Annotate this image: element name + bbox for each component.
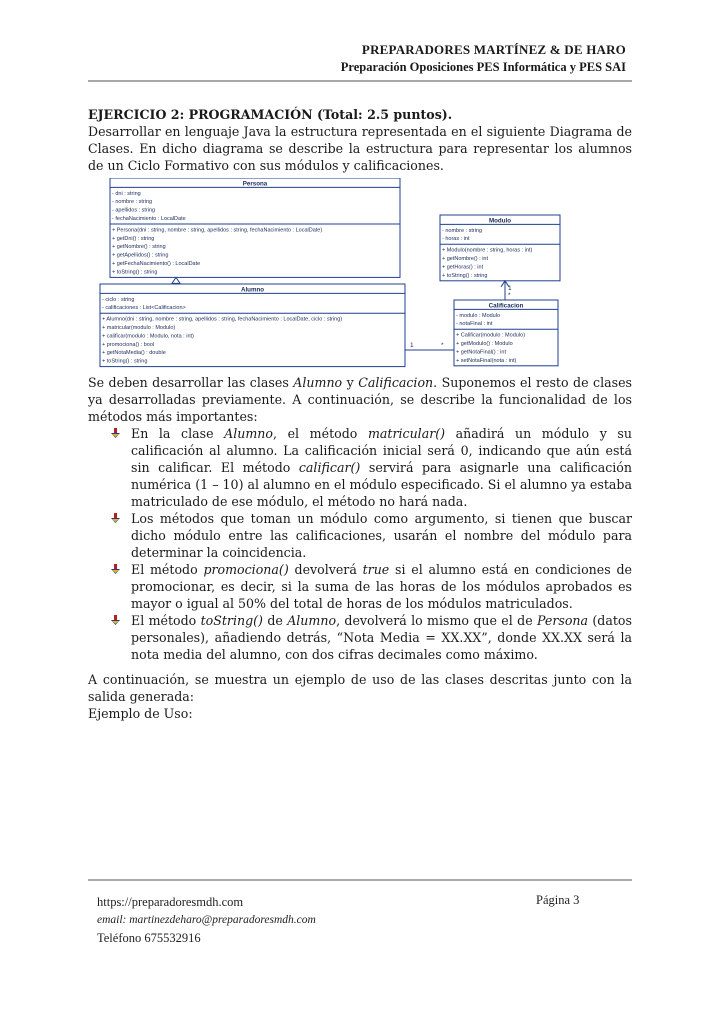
list-item: [88, 425, 632, 510]
arrow-bullet-icon: [110, 428, 121, 439]
modulo-class-attribute: - horas : int: [442, 236, 470, 243]
bullet-part: Los métodos que toman un módulo como argumento, si tienen que buscar dicho módulo entre las calificaciones, usarán el nombre del módulo para determinar la coincidencia.: [131, 511, 632, 560]
bullet-part: añadirá un módulo y su calificación al alumno. La calificación inicial será 0, indicando que aún está sin calificar. El método: [131, 426, 632, 475]
persona-class-method: + getFechaNacimiento() : LocalDate: [112, 261, 201, 267]
bullet-part: El método: [131, 562, 204, 577]
bullet-part: de: [262, 613, 288, 628]
after-diagram-part: Se deben desarrollar las clases: [88, 375, 294, 390]
alumno-class-method: + promociona() : bool: [102, 341, 155, 348]
modulo-class-method: + getHoras() : int: [442, 264, 484, 271]
footer-rule: [88, 879, 632, 881]
arrow-bullet-icon: [110, 615, 121, 626]
persona-class-method: + getNombre() : string: [112, 244, 166, 251]
bullet-part: matricular(): [367, 426, 446, 441]
footer-url[interactable]: https://preparadoresmdh.com: [97, 895, 244, 909]
bullet-part: calificar(): [298, 460, 361, 475]
persona-class-name: Persona: [242, 180, 268, 188]
alumno-class-method: + getNotaMedia() : double: [102, 350, 166, 357]
calificacion-class-method: + getModulo() : Modulo: [456, 341, 513, 347]
list-item: [88, 510, 632, 561]
method-description-list: [88, 425, 632, 663]
persona-class-attribute: - fechaNacimiento : LocalDate: [112, 216, 186, 222]
modulo-class-name: Modulo: [489, 217, 511, 225]
alumno-class-method: + calificar(modulo : Modulo, nota : int): [102, 333, 194, 340]
arrow-bullet-icon: [110, 564, 121, 575]
closing-paragraph: A continuación, se muestra un ejemplo de uso de las clases descritas junto con la salida generada:: [88, 672, 632, 704]
persona-class-attribute: - apellidos : string: [112, 207, 156, 214]
alumno-class-method: + toString() : string: [102, 358, 148, 365]
alumno-class-method: + matricular(modulo : Modulo): [102, 325, 176, 331]
bullet-part: Alumno: [224, 426, 273, 441]
arrow-bullet-icon: [110, 513, 121, 524]
multiplicity-label: *: [441, 342, 444, 349]
modulo-class-method: + getNombre() : int: [442, 256, 489, 262]
example-label: Ejemplo de Uso:: [88, 706, 193, 721]
class-diagram: [88, 178, 632, 374]
document-footer: [97, 893, 316, 947]
modulo-class-method: + toString() : string: [442, 272, 488, 279]
page-number: Página 3: [536, 893, 580, 907]
page-content: [88, 106, 632, 722]
after-diagram-part: Alumno: [293, 375, 343, 390]
persona-class-method: + toString() : string: [112, 269, 158, 276]
after-diagram-part: y: [342, 375, 359, 390]
calificacion-class-name: Calificacion: [488, 302, 524, 310]
alumno-class-attribute: - ciclo : string: [102, 296, 135, 303]
bullet-part: promociona(): [203, 562, 289, 577]
multiplicity-label: 1: [508, 284, 512, 292]
bullet-part: servirá para asignarle una calificación numérica (1 – 10) al alumno en el módulo especificado. Si el alumno ya estaba matriculado de ese módulo, el método no hará nada.: [131, 460, 632, 509]
persona-class-attribute: - nombre : string: [112, 199, 153, 206]
multiplicity-label: 1: [410, 342, 414, 349]
bullet-part: El método: [131, 613, 201, 628]
bullet-part: En la clase: [131, 426, 225, 441]
calificacion-class-method: + Calificar(modulo : Modulo): [456, 332, 525, 339]
exercise-title: EJERCICIO 2: PROGRAMACIÓN (Total: 2.5 puntos).: [88, 107, 453, 122]
after-diagram-part: . Suponemos el resto de clases ya desarrolladas previamente. A continuación, se describe la funcionalidad de los métodos más importantes:: [88, 375, 633, 424]
persona-class-attribute: - dni : string: [112, 190, 141, 197]
bullet-part: true: [362, 562, 390, 577]
exercise-intro: Desarrollar en lenguaje Java la estructura representada en el siguiente Diagrama de Clases. En dicho diagrama se describe la estructura para representar los alumnos de un Ciclo Formativo con sus módulos y calificaciones.: [88, 124, 632, 173]
bullet-part: Persona: [537, 613, 589, 628]
footer-phone: Teléfono 675532916: [97, 931, 201, 945]
persona-class-method: + getApellidos() : string: [112, 252, 169, 259]
bullet-part: si el alumno está en condiciones de promocionar, es decir, si la suma de las horas de los módulos aprobados es mayor o igual al 50% del total de horas de los módulos matriculados.: [131, 562, 632, 611]
bullet-part: , devolverá lo mismo que el de: [336, 613, 537, 628]
uml-svg: [88, 178, 632, 374]
bullet-part: toString(): [200, 613, 263, 628]
after-diagram-paragraph: [88, 374, 632, 425]
persona-class-method: + getDni() : string: [112, 235, 155, 242]
header-rule: [88, 80, 632, 82]
list-item: [88, 612, 632, 663]
modulo-class-method: + Modulo(nombre : string, horas : int): [442, 247, 533, 254]
alumno-class-method: + Alumno(dni : string, nombre : string, apellidos : string, fechaNacimiento : LocalDate, ciclo : string): [102, 316, 343, 323]
multiplicity-label: *: [508, 292, 511, 299]
bullet-part: devolverá: [288, 562, 363, 577]
bullet-part: (datos personales), añadiendo detrás, “Nota Media = XX.XX”, donde XX.XX será la nota media del alumno, con dos cifras decimales como máximo.: [131, 613, 632, 662]
inheritance-arrow: [172, 277, 180, 283]
calificacion-class-attribute: - modulo : Modulo: [456, 312, 501, 319]
document-header: [341, 42, 626, 75]
bullet-part: , el método: [273, 426, 368, 441]
list-item: [88, 561, 632, 612]
calificacion-class-attribute: - notaFinal : int: [456, 321, 493, 328]
header-title: PREPARADORES MARTÍNEZ & DE HARO: [361, 42, 626, 57]
modulo-class-attribute: - nombre : string: [442, 227, 483, 234]
footer-email[interactable]: email: martinezdeharo@preparadoresmdh.com: [97, 914, 316, 926]
alumno-class-name: Alumno: [240, 286, 265, 294]
bullet-part: Alumno: [287, 613, 337, 628]
persona-class-method: + Persona(dni : string, nombre : string, apellidos : string, fechaNacimiento : LocalDate): [112, 227, 323, 234]
alumno-class-attribute: - calificaciones : List<Calificacion>: [102, 305, 186, 312]
calificacion-class-method: + setNotaFinal(nota : int): [456, 357, 517, 364]
after-diagram-part: Calificacion: [358, 375, 434, 390]
calificacion-class-method: + getNotaFinal() : int: [456, 349, 506, 356]
header-subtitle: Preparación Oposiciones PES Informática y PES SAI: [340, 60, 626, 74]
